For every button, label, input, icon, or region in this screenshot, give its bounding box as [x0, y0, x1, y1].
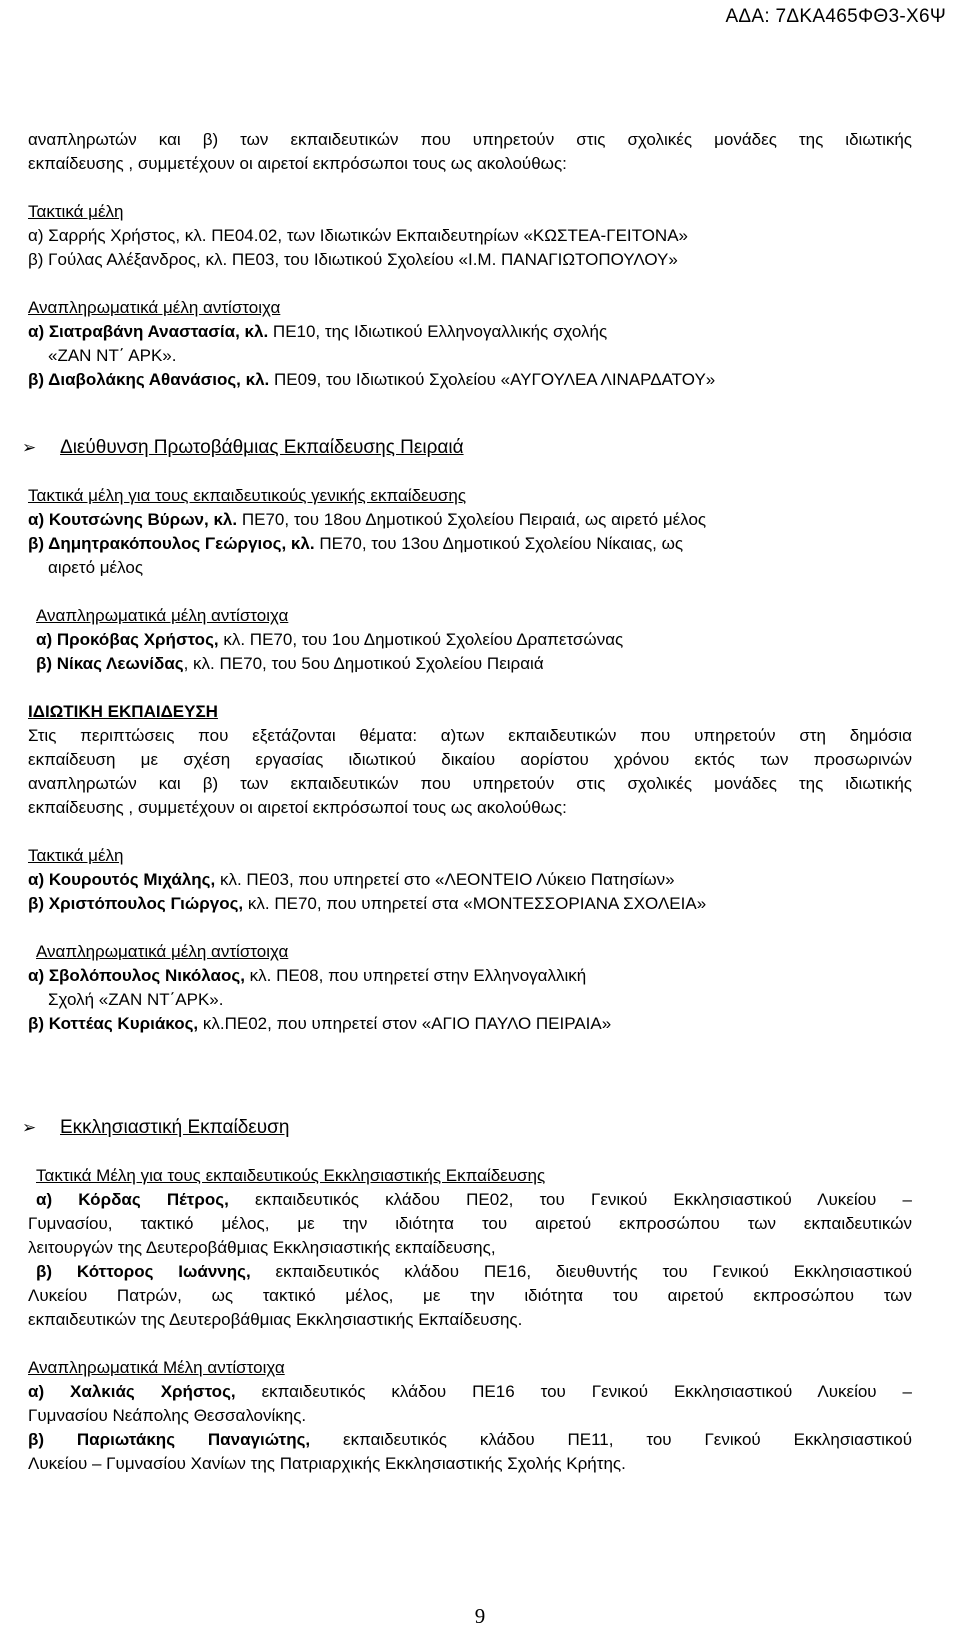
member-name: α) Σιατραβάνη Αναστασία, κλ.: [28, 322, 269, 341]
text-line: Στις περιπτώσεις που εξετάζονται θέματα: α)των εκπαιδευτικών που υπηρετούν στη δημόσια: [28, 726, 912, 745]
member-name: α) Σβολόπουλος Νικόλαος,: [28, 966, 245, 985]
subheading-regular-members: Τακτικά Μέλη για τους εκπαιδευτικούς Εκκλησιαστικής Εκπαίδευσης: [36, 1166, 546, 1185]
member-line: α) Κουτσώνης Βύρων, κλ. ΠΕ70, του 18ου Δημοτικού Σχολείου Πειραιά, ως αιρετό μέλος: [28, 510, 707, 529]
text-line: αναπληρωτών και β) των εκπαιδευτικών που υπηρετούν στις σχολικές μονάδες της ιδιωτικής: [28, 130, 912, 149]
subheading-alternate-members: Αναπληρωματικά μέλη αντίστοιχα: [28, 298, 281, 317]
section-heading-ecclesiastical: ➢ Εκκλησιαστική Εκπαίδευση: [22, 1117, 290, 1138]
subheading-alternate-members: Αναπληρωματικά μέλη αντίστοιχα: [36, 942, 289, 961]
subheading-regular-members: Τακτικά μέλη: [28, 846, 124, 865]
member-name: β) Νίκας Λεωνίδας: [36, 654, 184, 673]
member-name: β) Δημητρακόπουλος Γεώργιος, κλ.: [28, 534, 315, 553]
member-line: β) Χριστόπουλος Γιώργος, κλ. ΠΕ70, που υπηρετεί στα «ΜΟΝΤΕΣΣΟΡΙΑΝΑ ΣΧΟΛΕΙΑ»: [28, 894, 707, 913]
subheading-alternate-members: Αναπληρωματικά μέλη αντίστοιχα: [36, 606, 289, 625]
member-name: β) Διαβολάκης Αθανάσιος, κλ.: [28, 370, 270, 389]
member-line: β) Κόττορος Ιωάννης, εκπαιδευτικός κλάδου ΠΕ16, διευθυντής του Γενικού Εκκλησιαστικού: [36, 1262, 912, 1281]
text-line: Γυμνασίου Νεάπολης Θεσσαλονίκης.: [28, 1406, 307, 1425]
member-line: β) Δημητρακόπουλος Γεώργιος, κλ. ΠΕ70, του 13ου Δημοτικού Σχολείου Νίκαιας, ως: [28, 534, 684, 553]
member-name: α) Χαλκιάς Χρήστος,: [28, 1382, 236, 1401]
member-name: α) Κόρδας Πέτρος,: [36, 1190, 229, 1209]
text-line: Λυκείου – Γυμνασίου Χανίων της Πατριαρχικής Εκκλησιαστικής Σχολής Κρήτης.: [28, 1454, 626, 1473]
ada-code: ΑΔΑ: 7ΔΚΑ465ΦΘ3-Χ6Ψ: [725, 6, 946, 27]
text-line: Γυμνασίου, τακτικό μέλος, με την ιδιότητα του αιρετού εκπροσώπου των εκπαιδευτικών: [28, 1214, 912, 1233]
member-line-continuation: «ΖΑΝ ΝΤ΄ ΑΡΚ».: [48, 346, 177, 365]
member-line: α) Κουρουτός Μιχάλης, κλ. ΠΕ03, που υπηρετεί στο «ΛΕΟΝΤΕΙΟ Λύκειο Πατησίων»: [28, 870, 675, 889]
member-name: β) Κοττέας Κυριάκος,: [28, 1014, 199, 1033]
section-heading-piraeus: ➢ Διεύθυνση Πρωτοβάθμιας Εκπαίδευσης Πειραιά: [22, 437, 464, 458]
member-name: α) Κουτσώνης Βύρων, κλ.: [28, 510, 238, 529]
arrow-bullet-icon: ➢: [22, 1118, 37, 1137]
member-line: β) Διαβολάκης Αθανάσιος, κλ. ΠΕ09, του Ιδιωτικού Σχολείου «ΑΥΓΟΥΛΕΑ ΛΙΝΑΡΔΑΤΟΥ»: [28, 370, 716, 389]
member-line-continuation: αιρετό μέλος: [48, 558, 144, 577]
subheading-regular-members: Τακτικά μέλη: [28, 202, 124, 221]
member-name: β) Χριστόπουλος Γιώργος,: [28, 894, 244, 913]
text-line: εκπαιδευτικών της Δευτεροβάθμιας Εκκλησιαστικής Εκπαίδευσης.: [28, 1310, 523, 1329]
text-line: αναπληρωτών και β) των εκπαιδευτικών που υπηρετούν στις σχολικές μονάδες της ιδιωτικής: [28, 774, 912, 793]
text-line: εκπαίδευσης , συμμετέχουν οι αιρετοί εκπρόσωποι τους ως ακολούθως:: [28, 154, 567, 173]
text-line: εκπαίδευση με σχέση εργασίας ιδιωτικού δικαίου αορίστου χρόνου εκτός των προσωρινών: [28, 750, 912, 769]
member-line: β) Νίκας Λεωνίδας, κλ. ΠΕ70, του 5ου Δημοτικού Σχολείου Πειραιά: [36, 654, 544, 673]
member-line: α) Κόρδας Πέτρος, εκπαιδευτικός κλάδου ΠΕ02, του Γενικού Εκκλησιαστικού Λυκείου –: [36, 1190, 912, 1209]
page-number: 9: [474, 1604, 486, 1628]
member-line: α) Χαλκιάς Χρήστος, εκπαιδευτικός κλάδου ΠΕ16 του Γενικού Εκκλησιαστικού Λυκείου –: [28, 1382, 912, 1401]
section-heading-private: ΙΔΙΩΤΙΚΗ ΕΚΠΑΙΔΕΥΣΗ: [28, 702, 218, 721]
member-name: β) Κόττορος Ιωάννης,: [36, 1262, 251, 1281]
document-body: [22, 128, 912, 1476]
member-line: α) Σβολόπουλος Νικόλαος, κλ. ΠΕ08, που υπηρετεί στην Ελληνογαλλική: [28, 966, 587, 985]
subheading-regular-members: Τακτικά μέλη για τους εκπαιδευτικούς γενικής εκπαίδευσης: [28, 486, 467, 505]
text-line: Λυκείου Πατρών, ως τακτικό μέλος, με την ιδιότητα του αιρετού εκπροσώπου των: [28, 1286, 912, 1305]
member-name: α) Κουρουτός Μιχάλης,: [28, 870, 216, 889]
arrow-bullet-icon: ➢: [22, 438, 37, 457]
member-line: α) Σιατραβάνη Αναστασία, κλ. ΠΕ10, της Ιδιωτικού Ελληνογαλλικής σχολής: [28, 322, 608, 341]
text-line: εκπαίδευσης , συμμετέχουν οι αιρετοί εκπρόσωποί τους ως ακολούθως:: [28, 798, 567, 817]
member-line: β) Κοττέας Κυριάκος, κλ.ΠΕ02, που υπηρετεί στον «ΑΓΙΟ ΠΑΥΛΟ ΠΕΙΡΑΙΑ»: [28, 1014, 612, 1033]
member-line: β) Γούλας Αλέξανδρος, κλ. ΠΕ03, του Ιδιωτικού Σχολείου «Ι.Μ. ΠΑΝΑΓΙΩΤΟΠΟΥΛΟΥ»: [28, 250, 678, 269]
member-line: β) Παριωτάκης Παναγιώτης, εκπαιδευτικός κλάδου ΠΕ11, του Γενικού Εκκλησιαστικού: [28, 1430, 912, 1449]
member-name: β) Παριωτάκης Παναγιώτης,: [28, 1430, 311, 1449]
subheading-alternate-members: Αναπληρωματικά Μέλη αντίστοιχα: [28, 1358, 285, 1377]
member-name: α) Προκόβας Χρήστος,: [36, 630, 219, 649]
member-line: α) Προκόβας Χρήστος, κλ. ΠΕ70, του 1ου Δημοτικού Σχολείου Δραπετσώνας: [36, 630, 624, 649]
text-line: λειτουργών της Δευτεροβάθμιας Εκκλησιαστικής εκπαίδευσης,: [28, 1238, 496, 1257]
member-line-continuation: Σχολή «ΖΑΝ ΝΤ΄ΑΡΚ».: [48, 990, 224, 1009]
member-line: α) Σαρρής Χρήστος, κλ. ΠΕ04.02, των Ιδιωτικών Εκπαιδευτηρίων «ΚΩΣΤΕΑ-ΓΕΙΤΟΝΑ»: [28, 226, 688, 245]
